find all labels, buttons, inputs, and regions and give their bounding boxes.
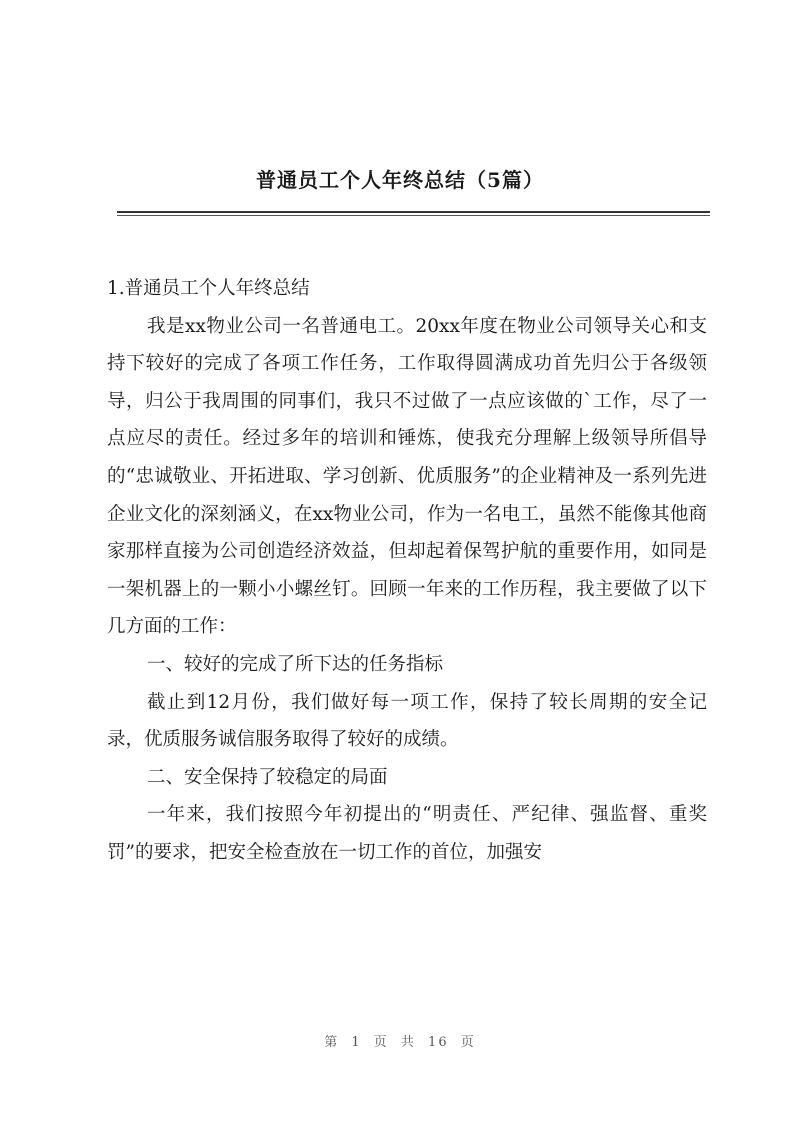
page-number: 第 1 页 共 16 页: [324, 1035, 476, 1050]
subheading-task-targets: 一、较好的完成了所下达的任务指标: [147, 653, 444, 675]
paragraph-task-targets: 截止到12月份，我们做好每一项工作，保持了较长周期的安全记录，优质服务诚信服务取得了较好的成绩。: [107, 691, 707, 751]
document-body: [107, 270, 707, 872]
subheading-safety: 二、安全保持了较稳定的局面: [147, 766, 388, 788]
title-divider-thin: [117, 215, 710, 216]
document-title: 普通员工个人年终总结（5篇）: [256, 168, 544, 192]
paragraph-safety: 一年来，我们按照今年初提出的“明责任、严纪律、强监督、重奖罚”的要求，把安全检查放在一切工作的首位，加强安: [107, 804, 707, 863]
section-heading: 1.普通员工个人年终总结: [107, 278, 310, 299]
title-divider: [117, 211, 710, 213]
paragraph-intro: 我是xx物业公司一名普通电工。20xx年度在物业公司领导关心和支持下较好的完成了各项工作任务，工作取得圆满成功首先归公于各级领导，归公于我周围的同事们，我只不过做了一点应该做的`工作，尽了一点应尽的责任。经过多年的培训和锤炼，使我充分理解上级领导所倡导的“忠诚敬业、开拓进取、学习创新、优质服务”的企业精神及一系列先进企业文化的深刻涵义，在xx物业公司，作为一名电工，虽然不能像其他商家那样直接为公司创造经济效益，但却起着保驾护航的重要作用，如同是一架机器上的一颗小小螺丝钉。回顾一年来的工作历程，我主要做了以下几方面的工作：: [107, 315, 707, 638]
